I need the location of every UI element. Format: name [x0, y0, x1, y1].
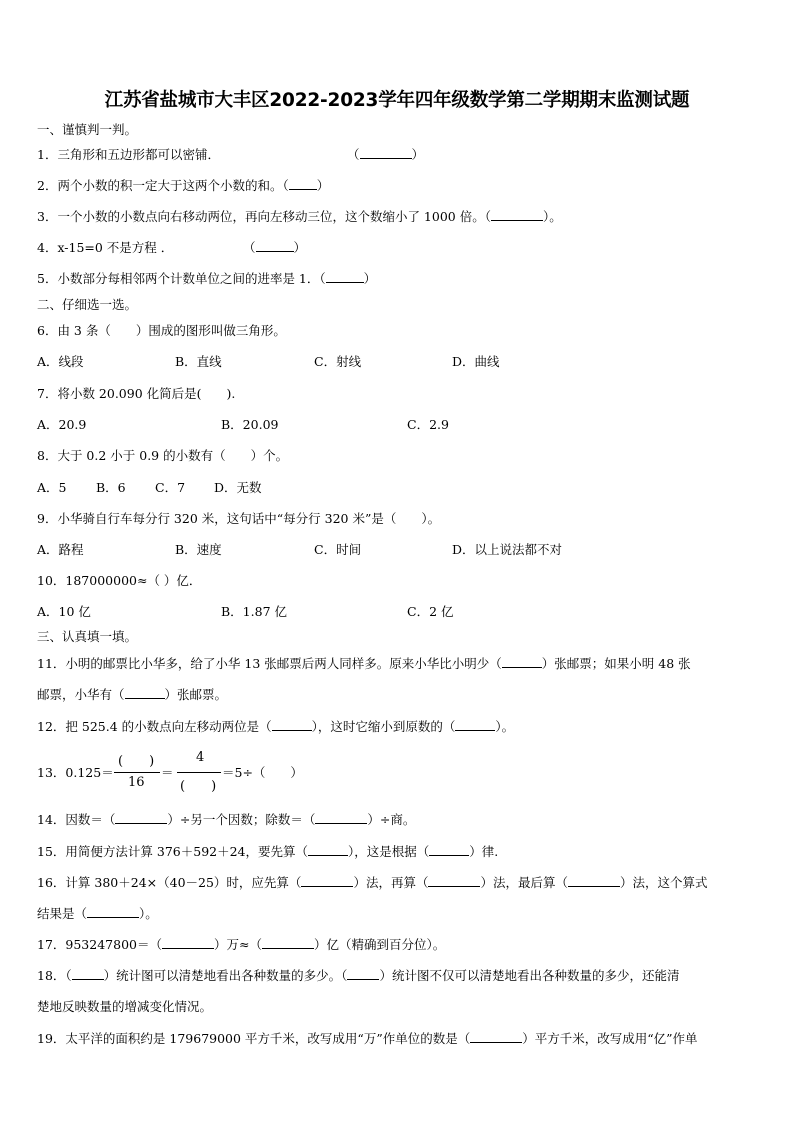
exam-title: 江苏省盐城市大丰区2022-2023学年四年级数学第二学期期末监测试题: [104, 90, 690, 111]
question-18-line-2: 楚地反映数量的增减变化情况。: [37, 999, 213, 1014]
section-heading-1: 一、谨慎判一判。: [37, 122, 138, 137]
q6-option-c[interactable]: C．射线: [314, 354, 362, 369]
q9-option-a[interactable]: A．路程: [37, 542, 84, 557]
fraction-2-denominator[interactable]: ( ): [180, 779, 217, 794]
answer-blank[interactable]: [568, 875, 620, 887]
question-12: 12．把 525.4 的小数点向左移动两位是（ ），这时它缩小到原数的（ ）。: [37, 719, 515, 734]
answer-blank-q4[interactable]: （ ）: [243, 240, 307, 255]
question-18: 18．（ ）统计图可以清楚地看出各种数量的多少。（ ）统计图不仅可以清楚地看出各种数量的多少，还能清: [37, 968, 680, 983]
fraction-1-denominator: 16: [128, 775, 145, 790]
answer-blank[interactable]: [115, 812, 167, 824]
answer-blank[interactable]: [428, 875, 480, 887]
fraction-bar: [114, 772, 160, 773]
question-1: 1．三角形和五边形都可以密铺．: [37, 147, 220, 162]
question-19: 19．太平洋的面积约是 179679000 平方千米，改写成用“万”作单位的数是（ ）平方千米，改写成用“亿”作单: [37, 1031, 698, 1046]
question-16-line-2: 结果是（ ）。: [37, 906, 158, 921]
blank-line[interactable]: [256, 240, 294, 252]
fraction-1-numerator[interactable]: ( ): [118, 754, 155, 769]
q9-option-b[interactable]: B．速度: [175, 542, 222, 557]
fraction-bar: [177, 772, 221, 773]
question-9: 9．小华骑自行车每分行 320 米，这句话中“每分行 320 米”是（ ）。: [37, 511, 441, 526]
answer-blank[interactable]: [502, 656, 542, 668]
question-3: 3．一个小数的小数点向右移动两位，再向左移动三位，这个数缩小了 1000 倍。（ ）。: [37, 209, 562, 224]
q10-option-c[interactable]: C．2 亿: [407, 604, 454, 619]
q10-option-b[interactable]: B．1.87 亿: [221, 604, 287, 619]
answer-blank[interactable]: [491, 209, 543, 221]
q10-option-a[interactable]: A．10 亿: [37, 604, 91, 619]
q7-option-c[interactable]: C．2.9: [407, 417, 449, 432]
q6-option-d[interactable]: D．曲线: [452, 354, 500, 369]
answer-blank[interactable]: [347, 968, 379, 980]
question-13: 13．0.125＝: [37, 765, 114, 780]
section-heading-3: 三、认真填一填。: [37, 629, 138, 644]
section-heading-2: 二、仔细选一选。: [37, 297, 138, 312]
fraction-2-numerator: 4: [196, 750, 205, 765]
answer-blank[interactable]: [326, 271, 364, 283]
answer-blank[interactable]: [262, 937, 314, 949]
question-7: 7．将小数 20.090 化简后是( ).: [37, 386, 236, 401]
q7-option-a[interactable]: A．20.9: [37, 417, 87, 432]
fraction-1: [114, 750, 160, 794]
question-11-line-2: 邮票，小华有（ ）张邮票。: [37, 687, 228, 702]
answer-blank[interactable]: [272, 719, 312, 731]
equals-sign: ＝: [161, 765, 174, 780]
answer-blank[interactable]: [470, 1031, 522, 1043]
answer-blank[interactable]: [72, 968, 104, 980]
q8-option-a[interactable]: A．5: [37, 480, 67, 495]
fraction-2: [177, 750, 221, 794]
answer-blank[interactable]: [455, 719, 495, 731]
q7-option-b[interactable]: B．20.09: [221, 417, 279, 432]
q8-option-c[interactable]: C．7: [155, 480, 186, 495]
question-15: 15．用简便方法计算 376＋592＋24，要先算（ ），这是根据（ ）律.: [37, 844, 499, 859]
answer-blank[interactable]: [162, 937, 214, 949]
question-14: 14．因数＝（ ）÷另一个因数；除数＝（ ）÷商。: [37, 812, 416, 827]
question-4: 4．x-15=0 不是方程 ．: [37, 240, 174, 255]
blank-line[interactable]: [360, 147, 412, 159]
answer-blank[interactable]: [125, 687, 165, 699]
question-11: 11．小明的邮票比小华多，给了小华 13 张邮票后两人同样多。原来小华比小明少（ ）张邮票；如果小明 48 张: [37, 656, 691, 671]
question-13-tail: ＝5÷（ ）: [222, 765, 303, 780]
q9-option-c[interactable]: C．时间: [314, 542, 362, 557]
question-10: 10．187000000≈（ ）亿．: [37, 573, 202, 588]
q6-option-a[interactable]: A．线段: [37, 354, 84, 369]
question-17: 17．953247800＝（ ）万≈（ ）亿（精确到百分位）。: [37, 937, 446, 952]
answer-blank-q1[interactable]: （ ）: [347, 147, 425, 162]
answer-blank[interactable]: [429, 844, 469, 856]
question-6: 6．由 3 条（ ）围成的图形叫做三角形。: [37, 323, 286, 338]
question-8: 8．大于 0.2 小于 0.9 的小数有（ ）个。: [37, 448, 289, 463]
question-16: 16．计算 380＋24×（40－25）时，应先算（ ）法，再算（ ）法，最后算（ ）法，这个算式: [37, 875, 708, 890]
q6-option-b[interactable]: B．直线: [175, 354, 222, 369]
q9-option-d[interactable]: D．以上说法都不对: [452, 542, 563, 557]
q8-option-d[interactable]: D．无数: [214, 480, 262, 495]
answer-blank[interactable]: [308, 844, 348, 856]
answer-blank[interactable]: [315, 812, 367, 824]
answer-blank[interactable]: [87, 906, 139, 918]
answer-blank[interactable]: [289, 178, 317, 190]
q8-option-b[interactable]: B．6: [96, 480, 126, 495]
question-5: 5．小数部分每相邻两个计数单位之间的进率是 1．（ ）: [37, 271, 377, 286]
answer-blank[interactable]: [301, 875, 353, 887]
question-2: 2．两个小数的积一定大于这两个小数的和。（ ）: [37, 178, 330, 193]
